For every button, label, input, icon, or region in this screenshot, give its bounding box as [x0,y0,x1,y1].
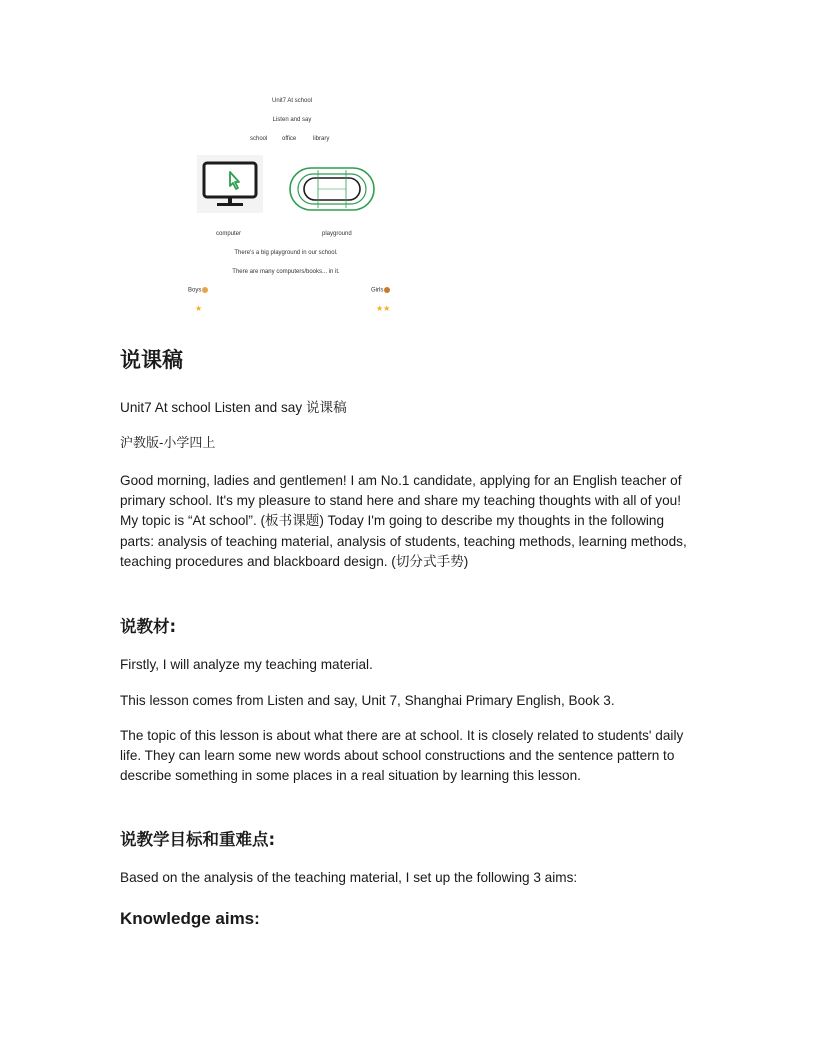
material-paragraph-3: The topic of this lesson is about what there are at school. It is closely related to students' daily life. They can learn some new words about school constructions and the sentence pattern to describe something in some places in a real situation by learning this lesson. [120,728,684,784]
girls-label: Girls [371,287,384,294]
lesson-line: Unit7 At school Listen and say 说课稿 [120,400,347,415]
figure-subtitle: Listen and say [272,117,312,123]
playground-picture [288,166,376,212]
boys-label: Boys [188,287,202,294]
figure-word-library: library [313,136,330,142]
edition-line: 沪教版-小学四上 [120,436,216,451]
girl-face-icon [384,287,390,293]
document-title: 说课稿 [120,348,183,372]
figure-sentence-2: There are many computers/books... in it. [232,269,340,275]
boys-team-label [188,287,208,294]
boy-face-icon [202,287,208,293]
girls-team-label [371,287,390,294]
section-heading-material: 说教材: [120,617,177,636]
section-heading-knowledge-aims: Knowledge aims: [120,909,260,928]
intro-paragraph: Good morning, ladies and gentlemen! I am No.1 candidate, applying for an English teacher of primary school. It's my pleasure to stand here and share my teaching thoughts with all of you! My topic is “At school”. (板书课题) Today I'm going to describe my thoughts in the following parts: analysis of teaching material, analysis of students, teaching methods, learning methods, teaching procedures and blackboard design. (切分式手势) [120,473,687,569]
figure-title: Unit7 At school [271,98,313,104]
playground-icon [288,166,376,212]
section-heading-aims: 说教学目标和重难点: [120,830,276,849]
blackboard-figure [180,92,420,322]
girls-stars: ★★ [376,304,391,313]
aims-paragraph: Based on the analysis of the teaching material, I set up the following 3 aims: [120,870,578,885]
computer-picture [197,155,263,213]
figure-word-office: office [282,136,297,142]
computer-icon [197,155,263,213]
boys-stars: ★ [195,304,203,313]
figure-sentence-1: There's a big playground in our school. [234,250,338,256]
figure-word-school: school [250,136,268,142]
material-paragraph-2: This lesson comes from Listen and say, Unit 7, Shanghai Primary English, Book 3. [120,693,615,708]
figure-playground-label: playground [322,231,352,237]
material-paragraph-1: Firstly, I will analyze my teaching material. [120,657,373,672]
figure-computer-label: computer [216,231,242,237]
